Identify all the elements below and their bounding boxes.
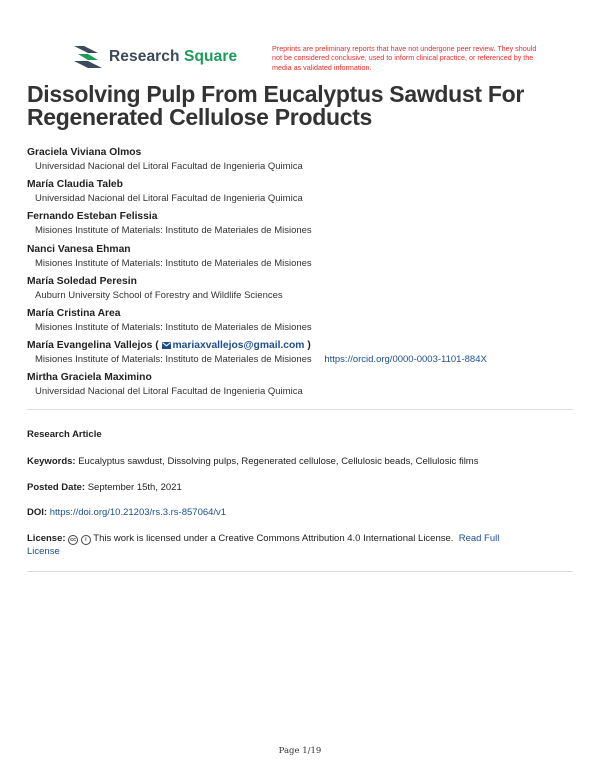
creative-commons-icon: cc (70, 537, 77, 543)
orcid-link[interactable]: https://orcid.org/0000-0003-1101-884X (324, 354, 487, 366)
author-entry-corresponding (27, 339, 587, 371)
read-full-license-text: Read Full (458, 533, 500, 544)
doi-link[interactable]: https://doi.org/10.21203/rs.3.rs-857064/v1 (49, 507, 227, 518)
author-affiliation: Universidad Nacional del Litoral Facultad de Ingenieria Quimica (35, 193, 303, 205)
posted-date-label: Posted Date: (27, 482, 86, 493)
author-affiliation: Misiones Institute of Materials: Instituto de Materiales de Misiones (35, 257, 312, 269)
author-email: mariaxvallejos@gmail.com (172, 340, 305, 352)
paper-title: Dissolving Pulp From Eucalyptus Sawdust For Regenerated Cellulose Products (27, 81, 525, 130)
author-affiliation: Misiones Institute of Materials: Instituto de Materiales de Misiones (35, 321, 312, 333)
attribution-icon: i (81, 535, 91, 545)
author-affiliation: Auburn University School of Forestry and Wildlife Sciences (35, 289, 283, 301)
article-type-label: Research Article (27, 429, 102, 440)
divider-top (27, 409, 573, 410)
author-entry (27, 243, 587, 275)
author-name (27, 339, 587, 353)
author-entry (27, 178, 587, 210)
author-name: María Cristina Area (27, 307, 121, 319)
divider-bottom (27, 571, 573, 572)
keywords-line (27, 455, 478, 468)
logo-word-square: Square (184, 48, 238, 65)
preprint-disclaimer: Preprints are preliminary reports that have not undergone peer review. They should not be considered conclusive, used to inform clinical practice, or referenced by the media as validated information. (272, 44, 537, 72)
license-label: License: (27, 533, 66, 544)
author-affiliation: Universidad Nacional del Litoral Facultad de Ingenieria Quimica (35, 386, 303, 398)
logo-text (109, 48, 237, 66)
license-text: This work is licensed under a Creative Commons Attribution 4.0 International License. (93, 533, 454, 544)
research-square-logo[interactable] (74, 46, 237, 68)
author-entry (27, 371, 587, 403)
author-entry (27, 146, 587, 178)
research-square-logo-icon (74, 46, 102, 68)
author-affiliation (35, 353, 587, 366)
keywords-value: Eucalyptus sawdust, Dissolving pulps, Regenerated cellulose, Cellulosic beads, Cellulosic films (78, 456, 479, 467)
author-email-link[interactable] (162, 340, 305, 351)
logo-word-research: Research (109, 48, 180, 65)
email-close-paren: ) (304, 340, 311, 352)
author-name: Nanci Vanesa Ehman (27, 243, 131, 255)
author-name: Graciela Viviana Olmos (27, 147, 142, 158)
author-affiliation: Misiones Institute of Materials: Instituto de Materiales de Misiones (35, 225, 312, 237)
author-entry (27, 275, 587, 307)
author-name: María Claudia Taleb (27, 179, 123, 191)
author-affiliation: Universidad Nacional del Litoral Facultad de Ingenieria Quimica (35, 161, 303, 172)
page-number: Page 1/19 (278, 746, 322, 756)
posted-date-value: September 15th, 2021 (87, 482, 182, 493)
author-list (27, 146, 587, 404)
doi-label: DOI: (27, 507, 48, 518)
author-entry (27, 210, 587, 242)
author-affiliation-text: Misiones Institute of Materials: Instituto de Materiales de Misiones (35, 354, 312, 366)
author-name: Mirtha Graciela Maximino (27, 372, 152, 384)
author-name: Fernando Esteban Felissia (27, 211, 158, 223)
email-open-paren: ( (155, 340, 162, 352)
keywords-label: Keywords: (27, 456, 76, 467)
author-entry (27, 307, 587, 339)
doi-line (27, 506, 226, 519)
license-line (27, 532, 573, 558)
article-type (27, 428, 102, 441)
envelope-icon (162, 342, 171, 349)
read-full-license-text-2: License (27, 546, 60, 557)
author-name: María Soledad Peresin (27, 275, 137, 287)
author-name-text: María Evangelina Vallejos (27, 340, 153, 352)
posted-date-line (27, 481, 182, 494)
